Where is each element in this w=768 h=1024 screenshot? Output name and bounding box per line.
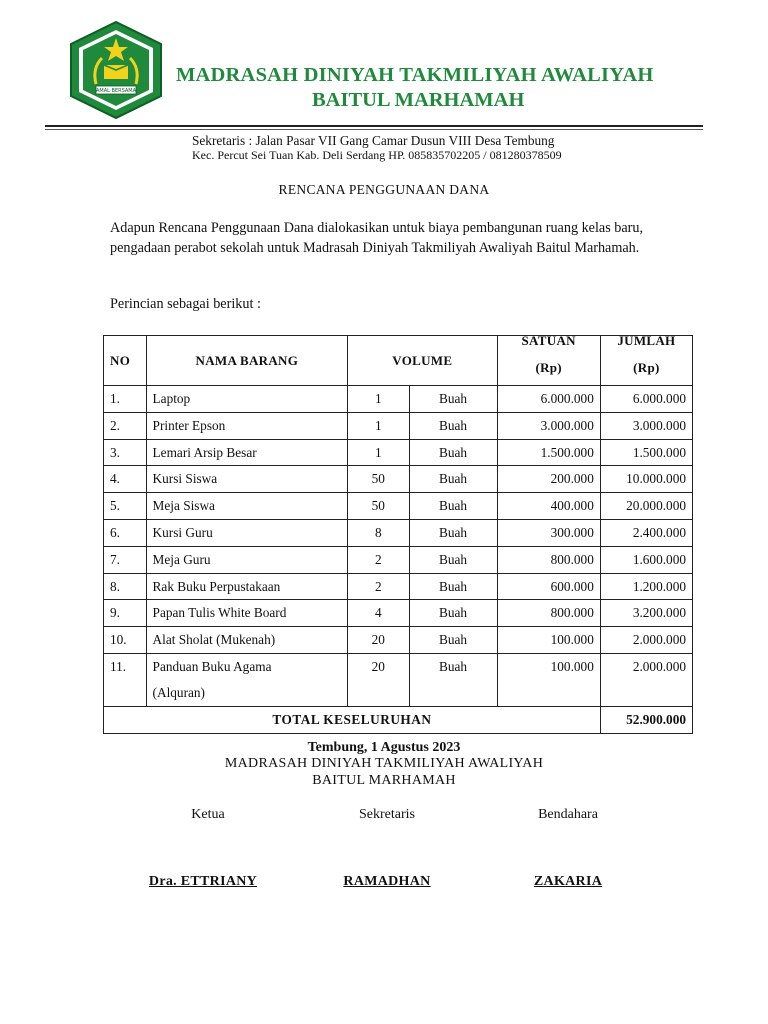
cell-sum: 1.200.000 [600,573,692,600]
cell-name-line2: (Alquran) [152,684,205,700]
cell-no: 4. [104,466,147,493]
cell-sum: 2.000.000 [600,653,692,706]
header-no: NO [104,336,147,386]
header-sum [600,333,692,386]
cell-name: Lemari Arsip Besar [146,439,348,466]
cell-no: 9. [104,600,147,627]
cell-no: 8. [104,573,147,600]
role-chairman: Ketua [191,807,225,822]
cell-price: 6.000.000 [497,386,600,413]
cell-name: Kursi Siswa [146,466,348,493]
cell-sum: 3.200.000 [600,600,692,627]
table-row [104,653,693,706]
cell-qty: 8 [348,519,409,546]
cell-no: 3. [104,439,147,466]
cell-price: 600.000 [497,573,600,600]
cell-sum: 2.000.000 [600,627,692,654]
cell-qty: 50 [348,493,409,520]
cell-sum: 3.000.000 [600,412,692,439]
header-sum-line2: (Rp) [633,360,660,375]
cell-price: 3.000.000 [497,412,600,439]
table-row [104,627,693,654]
cell-no: 11. [104,653,147,706]
cell-name: Rak Buku Perpustakaan [146,573,348,600]
cell-unit: Buah [409,600,497,627]
table-row [104,573,693,600]
table-row [104,386,693,413]
table-row [104,546,693,573]
total-label: TOTAL KESELURUHAN [104,706,601,733]
cell-unit: Buah [409,653,497,706]
total-row [104,706,693,733]
cell-qty: 1 [348,386,409,413]
cell-sum: 2.400.000 [600,519,692,546]
cell-name [146,653,348,706]
table-row [104,493,693,520]
cell-unit: Buah [409,386,497,413]
cell-name: Laptop [146,386,348,413]
address-line1: Sekretaris : Jalan Pasar VII Gang Camar Dusun VIII Desa Tembung [192,133,555,148]
cell-no: 2. [104,412,147,439]
cell-sum: 1.600.000 [600,546,692,573]
ministry-logo [66,20,166,120]
cell-sum: 1.500.000 [600,439,692,466]
table-row [104,519,693,546]
cell-qty: 20 [348,653,409,706]
cell-name: Papan Tulis White Board [146,600,348,627]
cell-price: 400.000 [497,493,600,520]
cell-price: 100.000 [497,627,600,654]
cell-unit: Buah [409,519,497,546]
cell-price: 800.000 [497,600,600,627]
table-row [104,439,693,466]
signature-org-line2: BAITUL MARHAMAH [312,773,456,788]
cell-unit: Buah [409,573,497,600]
cell-name: Meja Siswa [146,493,348,520]
cell-no: 6. [104,519,147,546]
cell-no: 1. [104,386,147,413]
header-price-line1: SATUAN [521,333,576,348]
header-sum-line1: JUMLAH [617,333,676,348]
cell-no: 7. [104,546,147,573]
cell-name-line1: Panduan Buku Agama [152,658,272,674]
header-divider [45,125,703,127]
header-divider-thin [45,129,703,130]
cell-qty: 50 [348,466,409,493]
cell-sum: 20.000.000 [600,493,692,520]
table-row [104,412,693,439]
header-volume: VOLUME [348,336,497,386]
header-price [497,333,600,386]
budget-table [103,335,693,734]
cell-unit: Buah [409,439,497,466]
address-line2: Kec. Percut Sei Tuan Kab. Deli Serdang HP. 085835702205 / 081280378509 [192,148,562,162]
cell-sum: 10.000.000 [600,466,692,493]
place-date: Tembung, 1 Agustus 2023 [307,740,461,755]
header-name: NAMA BARANG [146,336,348,386]
cell-qty: 4 [348,600,409,627]
name-chairman: Dra. ETTRIANY [148,874,258,889]
table-row [104,466,693,493]
cell-price: 100.000 [497,653,600,706]
svg-text:AMAL BERSAMA: AMAL BERSAMA [95,88,137,94]
cell-price: 300.000 [497,519,600,546]
details-intro: Perincian sebagai berikut : [110,296,261,312]
cell-name: Meja Guru [146,546,348,573]
table-row [104,600,693,627]
school-name-line2: BAITUL MARHAMAH [312,89,525,111]
cell-name: Kursi Guru [146,519,348,546]
name-secretary: RAMADHAN [343,874,431,889]
signature-org-line1: MADRASAH DINIYAH TAKMILIYAH AWALIYAH [224,756,544,771]
document-title: RENCANA PENGGUNAAN DANA [278,182,490,197]
intro-paragraph: Adapun Rencana Penggunaan Dana dialokasikan untuk biaya pembangunan ruang kelas baru, pengadaan perabot sekolah untuk Madrasah Diniyah Takmiliyah Awaliyah Baitul Marhamah. [110,220,644,256]
cell-price: 1.500.000 [497,439,600,466]
role-secretary: Sekretaris [359,807,415,822]
cell-price: 800.000 [497,546,600,573]
cell-qty: 20 [348,627,409,654]
role-treasurer: Bendahara [538,807,598,822]
name-treasurer: ZAKARIA [533,874,603,889]
cell-name: Alat Sholat (Mukenah) [146,627,348,654]
cell-price: 200.000 [497,466,600,493]
cell-qty: 2 [348,573,409,600]
cell-unit: Buah [409,412,497,439]
cell-unit: Buah [409,493,497,520]
cell-no: 5. [104,493,147,520]
cell-unit: Buah [409,627,497,654]
table-header-row [104,336,693,386]
total-value: 52.900.000 [600,706,692,733]
header-price-line2: (Rp) [535,360,562,375]
cell-qty: 1 [348,412,409,439]
cell-qty: 2 [348,546,409,573]
cell-sum: 6.000.000 [600,386,692,413]
cell-unit: Buah [409,466,497,493]
cell-name: Printer Epson [146,412,348,439]
school-name-line1: MADRASAH DINIYAH TAKMILIYAH AWALIYAH [176,64,654,86]
cell-qty: 1 [348,439,409,466]
cell-no: 10. [104,627,147,654]
cell-unit: Buah [409,546,497,573]
